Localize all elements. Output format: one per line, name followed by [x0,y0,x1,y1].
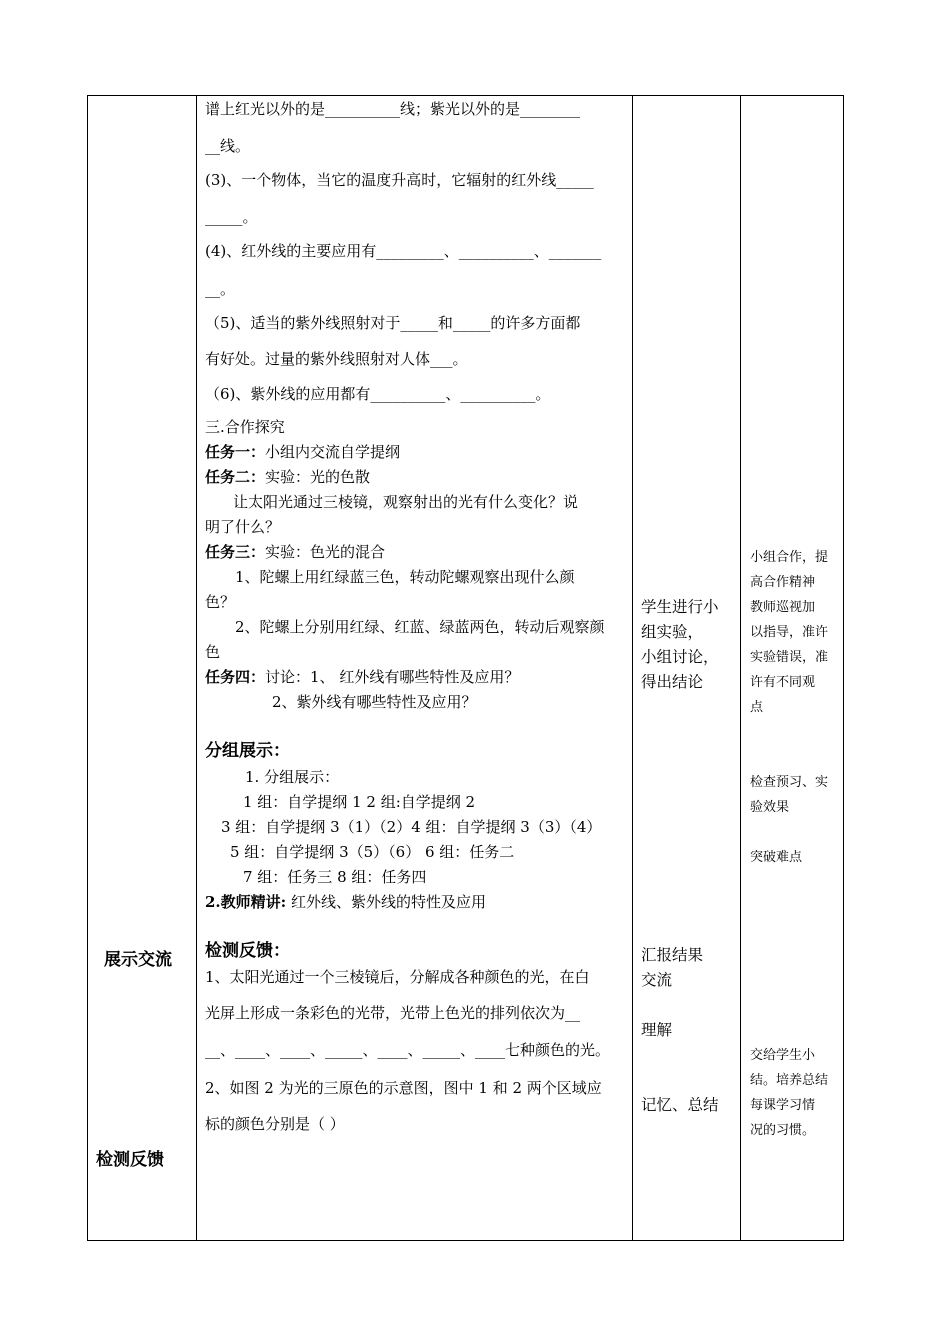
task-line [205,467,370,487]
check-line: 光屏上形成一条彩色的光带，光带上色光的排列依次为__ [205,1004,581,1022]
task-description: 色？ [205,593,236,611]
task-text: 讨论：1、 红外线有哪些特性及应用？ [265,668,520,686]
task-label: 任务二： [205,468,266,486]
fill-blank-line: _____。 [205,208,258,226]
note-line: 验效果 [750,800,790,815]
note-line: 实验错误，准 [750,650,829,665]
teacher-line [205,892,486,912]
student-activity-column [641,96,737,1240]
task-description: 明了什么？ [205,518,281,536]
design-notes-column [750,96,842,1240]
note-line: 点 [750,700,764,715]
check-line: 标的颜色分别是（ ） [205,1115,345,1133]
activity-line: 得出结论 [641,673,704,691]
fill-blank-line: __线。 [205,137,251,155]
group-line: 1. 分组展示： [245,768,340,786]
note-line: 突破难点 [750,850,803,865]
note-line: 交给学生小 [750,1048,816,1063]
section-heading: 三.合作探究 [205,418,285,436]
note-line: 况的习惯。 [750,1123,816,1138]
teacher-text: 红外线、紫外线的特性及应用 [290,893,486,911]
task-text: 实验：光的色散 [265,468,371,486]
fill-blank-line: (4)、红外线的主要应用有_________、__________、_______ [205,242,602,260]
activity-line: 交流 [641,971,673,989]
note-line: 每课学习情 [750,1098,816,1113]
task-description: 1、陀螺上用红绿蓝三色，转动陀螺观察出现什么颜 [235,568,575,586]
task-description: 色 [205,643,221,661]
note-line: 许有不同观 [750,675,816,690]
group-line: 3 组：自学提纲 3（1）（2）4 组：自学提纲 3（3）（4） [221,818,602,836]
fill-blank-line: （5)、适当的紫外线照射对于_____和_____的许多方面都 [205,314,581,332]
section-label-check: 检测反馈 [96,1150,164,1170]
fill-blank-line: __。 [205,280,236,298]
column-divider [740,96,741,1240]
activity-line: 组实验， [641,623,704,641]
activity-line: 记忆、总结 [641,1096,719,1114]
check-line: __、____、____、_____、____、_____、____七种颜色的光。 [205,1041,611,1059]
task-description: 2、陀螺上分别用红绿、红蓝、绿蓝两色，转动后观察颜 [235,618,605,636]
fill-blank-line: 有好处。过量的紫外线照射对人体___。 [205,350,468,368]
task-label: 任务三： [205,543,266,561]
activity-line: 学生进行小 [641,598,719,616]
section-label-column [88,96,196,1240]
task-description: 2、紫外线有哪些特性及应用？ [272,693,477,711]
group-line: 5 组：自学提纲 3（5）（6） 6 组：任务二 [230,843,515,861]
check-heading: 检测反馈： [205,941,290,961]
section-label-display: 展示交流 [104,950,172,970]
note-line: 检查预习、实 [750,775,829,790]
group-display-heading: 分组展示： [205,741,290,761]
note-line: 高合作精神 [750,575,816,590]
lesson-plan-table [87,95,844,1241]
task-label: 任务四： [205,668,266,686]
note-line: 以指导，准许 [750,625,829,640]
activity-line: 小组讨论， [641,648,719,666]
note-line: 小组合作，提 [750,550,829,565]
task-line [205,542,385,562]
check-line: 2、如图 2 为光的三原色的示意图，图中 1 和 2 两个区域应 [205,1079,602,1097]
teacher-label: 2.教师精讲: [205,893,287,911]
group-line: 1 组：自学提纲 1 2 组:自学提纲 2 [243,793,476,811]
activity-line: 汇报结果 [641,946,704,964]
column-divider [632,96,633,1240]
note-line: 结。培养总结 [750,1073,829,1088]
fill-blank-line: (3)、一个物体，当它的温度升高时，它辐射的红外线_____ [205,171,594,189]
task-label: 任务一： [205,443,266,461]
content-column [205,96,630,1240]
activity-line: 理解 [641,1021,673,1039]
task-line [205,667,519,687]
fill-blank-line: 谱上红光以外的是__________线；紫光以外的是________ [205,100,581,118]
column-divider [196,96,197,1240]
task-text: 实验：色光的混合 [265,543,386,561]
group-line: 7 组：任务三 8 组：任务四 [243,868,427,886]
task-description: 让太阳光通过三棱镜，观察射出的光有什么变化？说 [233,493,579,511]
note-line: 教师巡视加 [750,600,816,615]
fill-blank-line: （6)、紫外线的应用都有__________、__________。 [205,385,551,403]
task-line [205,442,400,462]
check-line: 1、太阳光通过一个三棱镜后，分解成各种颜色的光，在白 [205,968,590,986]
task-text: 小组内交流自学提纲 [265,443,401,461]
